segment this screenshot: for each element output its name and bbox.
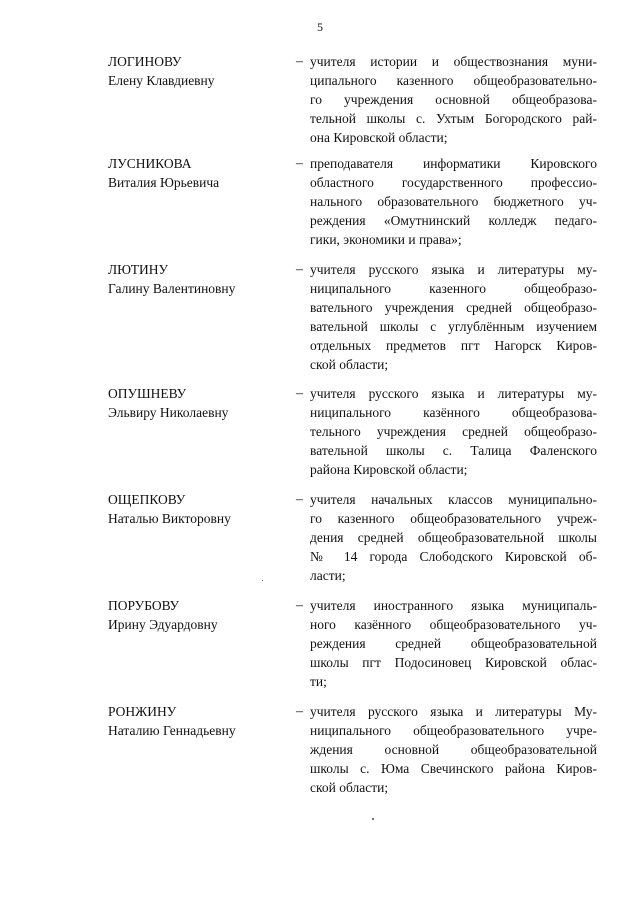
- surname: ОЩЕПКОВУ: [108, 492, 186, 507]
- description-line: областного государственного профессио-: [310, 175, 597, 190]
- surname: ПОРУБОВУ: [108, 598, 180, 613]
- position-description: [310, 490, 597, 585]
- description-line: ти;: [310, 674, 327, 689]
- description-line: учителя русского языка и литературы Му-: [310, 704, 597, 719]
- description-line: отдельных предметов пгт Нагорск Киров-: [310, 338, 597, 353]
- person-name: [108, 260, 288, 298]
- description-line: гики, экономики и права»;: [310, 232, 462, 247]
- dash: –: [296, 54, 303, 69]
- surname: ЛУСНИКОВА: [108, 156, 192, 171]
- description-line: ципального казенного общеобразовательно-: [310, 73, 597, 88]
- description-line: преподавателя информатики Кировского: [310, 156, 597, 171]
- given-names: Виталия Юрьевича: [108, 175, 220, 190]
- description-line: ниципального казенного общеобразо-: [310, 281, 597, 296]
- description-line: реждения «Омутнинский колледж педаго-: [310, 213, 597, 228]
- description-line: ской области;: [310, 357, 389, 372]
- page-number: 5: [317, 20, 323, 34]
- description-line: учителя начальных классов муниципально-: [310, 492, 597, 507]
- description-line: она Кировской области;: [310, 130, 448, 145]
- description-line: учителя иностранного языка муниципаль-: [310, 598, 597, 613]
- description-line: ждения основной общеобразовательной: [310, 742, 597, 757]
- description-line: тельного учреждения средней общеобразо-: [310, 424, 597, 439]
- given-names: Елену Клавдиевну: [108, 73, 215, 88]
- person-name: [108, 52, 288, 90]
- surname: ОПУШНЕВУ: [108, 386, 187, 401]
- dash: –: [296, 262, 303, 277]
- position-description: [310, 52, 597, 147]
- person-name: [108, 596, 288, 634]
- description-line: района Кировской области;: [310, 462, 468, 477]
- description-line: школы с. Юма Свечинского района Киров-: [310, 761, 597, 776]
- description-line: ласти;: [310, 568, 346, 583]
- given-names: Наталию Геннадьевну: [108, 723, 236, 738]
- surname: ЛОГИНОВУ: [108, 54, 182, 69]
- given-names: Ирину Эдуардовну: [108, 617, 218, 632]
- description-line: ного казённого общеобразовательного уч-: [310, 617, 597, 632]
- given-names: Галину Валентиновну: [108, 281, 236, 296]
- position-description: [310, 702, 597, 797]
- description-line: нального образовательного бюджетного уч-: [310, 194, 597, 209]
- surname: ЛЮТИНУ: [108, 262, 168, 277]
- position-description: [310, 596, 597, 691]
- description-line: ниципального общеобразовательного учре-: [310, 723, 597, 738]
- description-line: ниципального казённого общеобразова-: [310, 405, 597, 420]
- description-line: вательной школы с. Талица Фаленского: [310, 443, 597, 458]
- scan-speck: [262, 580, 263, 581]
- person-name: [108, 154, 288, 192]
- surname: РОНЖИНУ: [108, 704, 177, 719]
- description-line: го учреждения основной общеобразова-: [310, 92, 597, 107]
- position-description: [310, 260, 597, 374]
- description-line: учителя русского языка и литературы му-: [310, 262, 597, 277]
- description-line: учителя истории и обществознания муни-: [310, 54, 597, 69]
- scan-speck: [372, 818, 374, 820]
- description-line: ской области;: [310, 780, 389, 795]
- description-line: тельной школы с. Ухтым Богородского рай-: [310, 111, 597, 126]
- person-name: [108, 384, 288, 422]
- description-line: вательного учреждения средней общеобразо-: [310, 300, 597, 315]
- description-line: школы пгт Подосиновец Кировской облас-: [310, 655, 597, 670]
- dash: –: [296, 598, 303, 613]
- description-line: вательной школы с углублённым изучением: [310, 319, 597, 334]
- given-names: Наталью Викторовну: [108, 511, 231, 526]
- person-name: [108, 490, 288, 528]
- description-line: № 14 города Слободского Кировской об-: [310, 549, 597, 564]
- given-names: Эльвиру Николаевну: [108, 405, 229, 420]
- dash: –: [296, 492, 303, 507]
- description-line: учителя русского языка и литературы му-: [310, 386, 597, 401]
- description-line: го казенного общеобразовательного учреж-: [310, 511, 597, 526]
- position-description: [310, 384, 597, 479]
- position-description: [310, 154, 597, 249]
- dash: –: [296, 156, 303, 171]
- person-name: [108, 702, 288, 740]
- dash: –: [296, 704, 303, 719]
- description-line: дения средней общеобразовательной школы: [310, 530, 597, 545]
- dash: –: [296, 386, 303, 401]
- description-line: реждения средней общеобразовательной: [310, 636, 597, 651]
